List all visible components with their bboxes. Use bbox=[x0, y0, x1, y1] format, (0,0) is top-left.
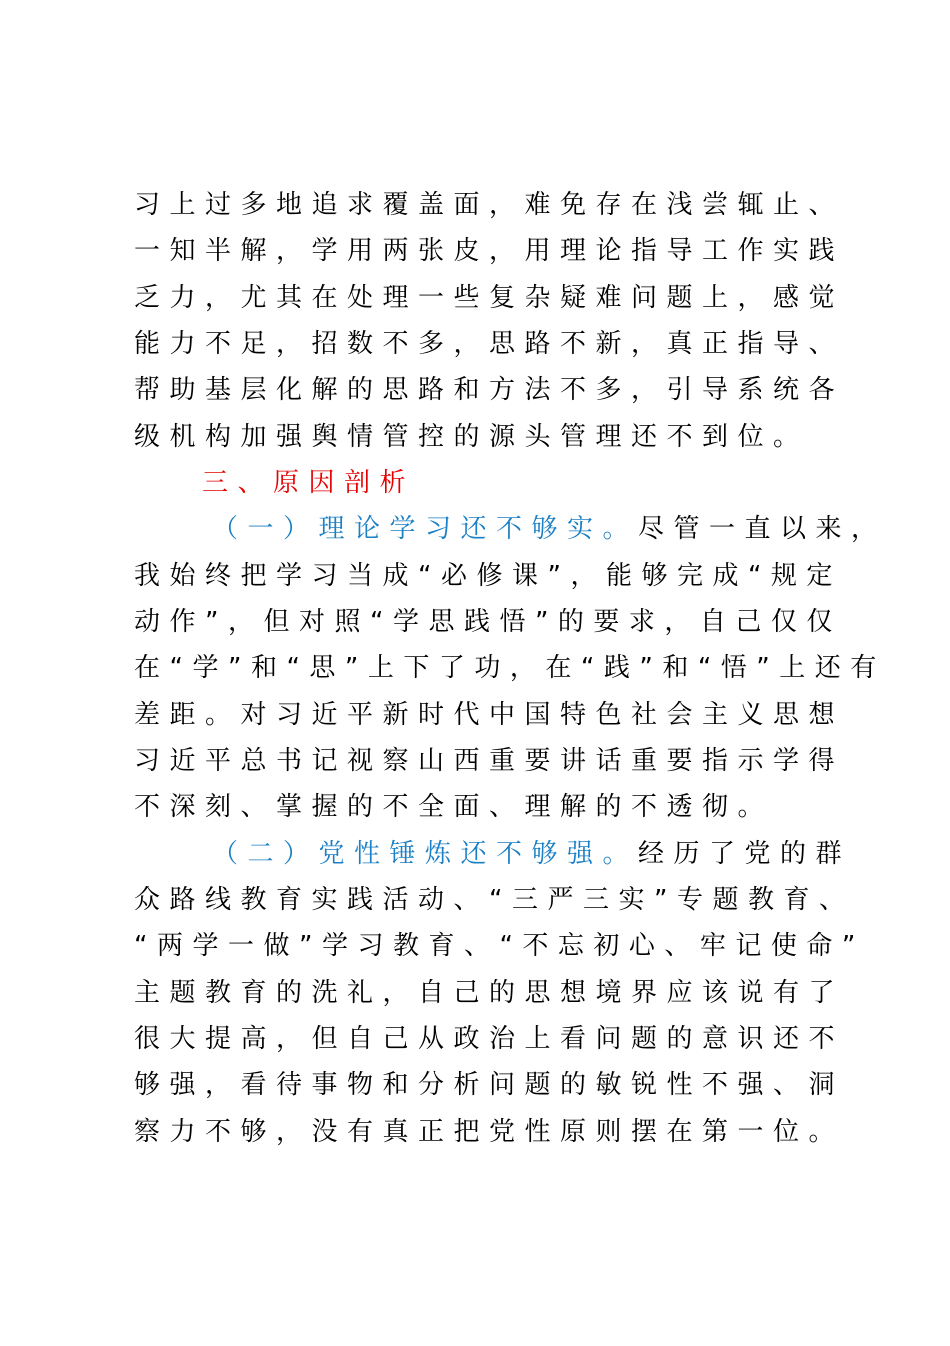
paragraph-line: 一知半解，学用两张皮，用理论指导工作实践 bbox=[134, 236, 845, 266]
paragraph-line: 主题教育的洗礼，自己的思想境界应该说有了 bbox=[134, 978, 845, 1008]
paragraph-line: 差距。对习近平新时代中国特色社会主义思想 bbox=[134, 700, 845, 730]
paragraph-line: 乏力，尤其在处理一些复杂疑难问题上，感觉 bbox=[134, 283, 845, 313]
paragraph-line: 帮助基层化解的思路和方法不多，引导系统各 bbox=[134, 375, 845, 405]
paragraph-line: 能力不足，招数不多，思路不新，真正指导、 bbox=[134, 329, 845, 359]
subsection-title: （一）理论学习还不够实。 bbox=[212, 514, 639, 544]
subsection-text: 尽管一直以来， bbox=[638, 514, 887, 544]
paragraph-line: 习上过多地追求覆盖面，难免存在浅尝辄止、 bbox=[134, 190, 845, 220]
paragraph-line: 很大提高，但自己从政治上看问题的意识还不 bbox=[134, 1024, 845, 1054]
subsection-first-line bbox=[212, 512, 887, 546]
paragraph-line: 众路线教育实践活动、“三严三实”专题教育、 bbox=[134, 885, 855, 915]
paragraph-line: 我始终把学习当成“必修课”，能够完成“规定 bbox=[134, 561, 842, 591]
paragraph-line: 不深刻、掌握的不全面、理解的不透彻。 bbox=[134, 792, 774, 822]
paragraph-line: 习近平总书记视察山西重要讲话重要指示学得 bbox=[134, 746, 845, 776]
paragraph-line: 察力不够，没有真正把党性原则摆在第一位。 bbox=[134, 1117, 845, 1147]
section-heading: 三、原因剖析 bbox=[202, 468, 416, 498]
paragraph-line: 动作”，但对照“学思践悟”的要求，自己仅仅 bbox=[134, 607, 842, 637]
paragraph-line: “两学一做”学习教育、“不忘初心、牢记使命” bbox=[134, 931, 865, 961]
paragraph-line: 级机构加强舆情管控的源头管理还不到位。 bbox=[134, 422, 809, 452]
paragraph-line: 够强，看待事物和分析问题的敏锐性不强、洞 bbox=[134, 1070, 845, 1100]
paragraph-line: 在“学”和“思”上下了功，在“践”和“悟”上还有 bbox=[134, 653, 886, 683]
subsection-title: （二）党性锤炼还不够强。 bbox=[212, 839, 639, 869]
subsection-text: 经历了党的群 bbox=[638, 839, 852, 869]
subsection-first-line bbox=[212, 837, 851, 871]
